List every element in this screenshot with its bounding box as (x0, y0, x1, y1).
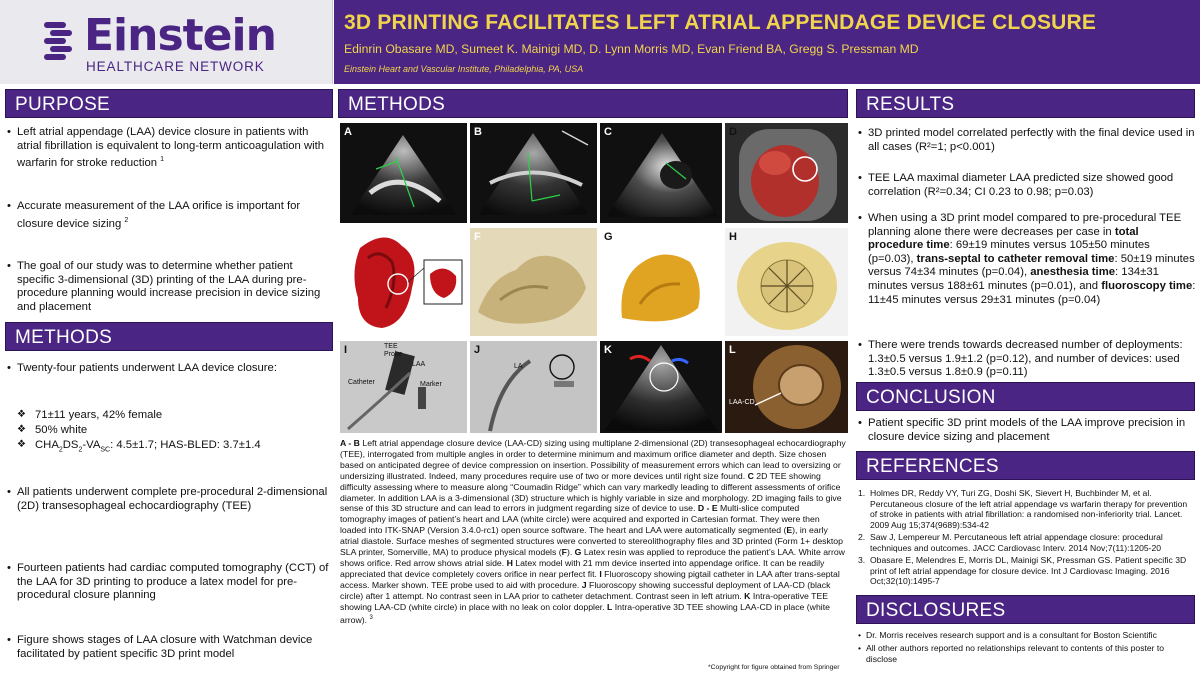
results-item-4: • There were trends towards decreased number of deployments: 1.3±0.5 versus 1.9±1.2 (p=0.12), and number of devices: used 1.3±0.5 versus 1.8±0.9 (p=0.11) (857, 339, 1197, 380)
caption-part-e: E), in early atrial diastole. Surface meshes of segmented structures were converted to stereolithography files and 3D printed (Form 1+ desktop SLA printer, Somerville, MA) to produce physical models ( (340, 525, 843, 558)
demographic-age: ❖ 71±11 years, 42% female (14, 408, 324, 422)
panel-e-label: E (344, 231, 352, 243)
panel-i-fluoro (340, 341, 467, 433)
laa-cd-annotation: LAA-CD (729, 399, 755, 406)
panel-k-image (600, 341, 722, 433)
la-annotation: LA (514, 363, 523, 370)
caption-part-i: I Fluoroscopy showing pigtail catheter in LAA after trans-septal access. Marker shown. TEE probe used to aid with procedure. (340, 568, 840, 590)
panel-c-tee (600, 123, 722, 223)
panel-e-segmentation (340, 228, 467, 336)
caption-part-j: J Fluoroscopy showing successful deployment of LAA-CD (black circle) after 1 attempt. No contrast seen in LAA prior to catheter detachment. Contrast seen in left atrium. (340, 579, 831, 601)
panel-i-label: I (344, 344, 348, 356)
conclusion-heading: CONCLUSION (856, 382, 1195, 411)
demographic-race: ❖ 50% white (14, 423, 324, 437)
poster-title: 3D PRINTING FACILITATES LEFT ATRIAL APPENDAGE DEVICE CLOSURE (344, 11, 1097, 34)
caption-part-l: L Intra-operative 3D TEE showing LAA-CD in place (white arrow). (340, 601, 830, 625)
panel-f-3d-print (470, 228, 597, 336)
disclosures-heading: DISCLOSURES (856, 595, 1195, 624)
catheter-annotation: Catheter (348, 379, 375, 386)
methods-intro: • Twenty-four patients underwent LAA device closure: (6, 362, 332, 376)
reference-1: 1. Holmes DR, Reddy VY, Turi ZG, Doshi SK, Sievert H, Buchbinder M, et al. Percutaneous closure of the left atrial appendage vs warfarin therapy for prevention of stroke in patients with atrial fibrillation: a randomised non-inferiority trial. Lancet. 2009 Aug 15;374(9689):534-42 (858, 488, 1188, 530)
panel-d-label: D (729, 126, 737, 138)
panel-a-image (340, 123, 467, 223)
caption-part-ab: A - B Left atrial appendage closure device (LAA-CD) sizing using multiplane 2-dimensional (2D) transesophageal echocardiography (TEE), interrogated from multiple angles in order to determine minimum and maximum orifice diameter and depth. Size chosen based on anticipated degree of device compression on insertion. Possibility of measurement errors which can lead to oversizing or undersizing illustrated. Indeed, many procedures require use of two or more devices until right size found. (340, 438, 846, 481)
copyright-note: *Copyright for figure obtained from Springer (708, 664, 840, 671)
caption-part-h: H Latex model with 21 mm device inserted into appendage orifice. It can be readily appreciated that device completely covers orifice in near perfect fit. (340, 557, 825, 579)
logo-name: Einstein (84, 10, 276, 61)
caption-part-de: D - E Multi-slice computed tomography images of patient’s heart and LAA (white circle) were acquired and exported in Cartesian format. They were then loaded into ITK-SNAP (Version 3.4.0-rc1) open source software. The heart and LAA were automatically segmented ( (340, 503, 820, 536)
logo-subtitle: HEALTHCARE NETWORK (86, 59, 265, 74)
results-heading: RESULTS (856, 89, 1195, 118)
logo-area (0, 0, 333, 84)
reference-2: 2. Saw J, Lempereur M. Percutaneous left atrial appendage closure: procedural techniques and outcomes. JACC Cardiovasc Interv. 2014 Nov;7(11):1205-20 (858, 532, 1163, 553)
laa-annotation: LAA (412, 361, 426, 368)
methods-left-heading: METHODS (5, 322, 333, 351)
panel-a-tee (340, 123, 467, 223)
conclusion-text: • Patient specific 3D print models of the LAA improve precision in closure device sizing and placement (857, 417, 1197, 444)
results-item-2: • TEE LAA maximal diameter LAA predicted size showed good correlation (R²=0.34; CI 0.23 to 0.98; p=0.03) (857, 172, 1197, 199)
figure-caption: A - B Left atrial appendage closure device (LAA-CD) sizing using multiplane 2-dimensional (2D) transesophageal echocardiography (TEE), interrogated from multiple angles in order to determine minimum and maximum orifice diameter and depth. Size chosen based on anticipated degree of device compression on insertion. Possibility of measurement errors which can lead to oversizing or undersizing illustrated. Indeed, many procedures require use of two or more devices until right size found. C 2D TEE showing difficulty assessing where to measure along “Coumadin Ridge” which can vary markedly leading to different assessments of orifice diameter. In addition LAA is a 3-dimensional (3D) structure which is highly variable in size and morphology. 2D imaging fails to give sense of this 3D structure and can lead to errors in judgment regarding size of device to use. D - E Multi-slice computed tomography images of patient’s heart and LAA (white circle) were acquired and exported in Cartesian format. They were then loaded into ITK-SNAP (Version 3.4.0-rc1) open source software. The heart and LAA were automatically segmented (E), in early atrial diastole. Surface meshes of segmented structures were converted to stereolithography files and 3D printed (Form 1+ desktop SLA printer, Somerville, MA) to produce physical models (F). G Latex resin was applied to reproduce the patient’s LAA. White arrow shows orifice. Red arrow shows atrial side. H Latex model with 21 mm device inserted into appendage orifice. It can be readily appreciated that device completely covers orifice in near perfect fit. I Fluoroscopy showing pigtail catheter in LAA after trans-septal access. Marker shown. TEE probe used to aid with procedure. J Fluoroscopy showing successful deployment of LAA-CD (black circle) after 1 attempt. No contrast seen in LAA prior to catheter detachment. Contrast seen in left atrium. K Intra-operative TEE showing LAA-CD (white circle) in place with no leak on color doppler. L Intra-operative 3D TEE showing LAA-CD in place (white arrow). $^3$ (340, 438, 846, 625)
panel-f-image (470, 228, 597, 336)
panel-h-device-model (725, 228, 848, 336)
panel-b-image (470, 123, 597, 223)
panel-k-doppler (600, 341, 722, 433)
panel-b-tee (470, 123, 597, 223)
panel-c-label: C (604, 126, 612, 138)
panel-j-label: J (474, 344, 481, 356)
panel-j-fluoro (470, 341, 597, 433)
panel-f-label: F (474, 231, 481, 243)
caption-part-c: C 2D TEE showing difficulty assessing where to measure along “Coumadin Ridge” which can vary markedly leading to different assessments of orifice diameter. In addition LAA is a 3-dimensional (3D) structure which is highly variable in size and morphology. 2D imaging fails to give sense of this 3D structure and can lead to errors in judgment regarding size of device to use. (340, 470, 842, 514)
results-item-3: • When using a 3D print model compared to pre-procedural TEE planning alone there were decreases per case in total procedure time: 69±19 minutes versus 105±50 minutes (p=0.03), trans-septal to catheter removal time: 50±19 minutes versus 74±34 minutes (p=0.04), anesthesia time: 134±31 minutes versus 188±61 minutes (p=0.01), and fluoroscopy time: 11±45 minutes versus 29±31 minutes (p=0.04) (857, 212, 1197, 307)
disclosure-1: • Dr. Morris receives research support and is a consultant for Boston Scientific (858, 630, 1194, 641)
panel-k-label: K (604, 344, 612, 356)
panel-d-image (725, 123, 848, 223)
references-heading: REFERENCES (856, 451, 1195, 480)
purpose-item-2: • Accurate measurement of the LAA orifice is important for closure device sizing $^2$ (6, 200, 332, 231)
panel-c-image (600, 123, 722, 223)
caption-part-g: G Latex resin was applied to reproduce the patient’s LAA. White arrow shows orifice. Red arrow shows atrial side. (340, 547, 845, 568)
tee-probe-annotation: TEE Probe (384, 343, 403, 358)
poster-institution: Einstein Heart and Vascular Institute, Philadelphia, PA, USA (344, 64, 584, 74)
methods-center-heading: METHODS (338, 89, 848, 118)
panel-g-image (600, 228, 722, 336)
panel-h-image (725, 228, 848, 336)
results-item-1: • 3D printed model correlated perfectly with the final device used in all cases (R²=1; p<0.001) (857, 127, 1197, 154)
methods-item-tee: • All patients underwent complete pre-procedural 2-dimensional (2D) transesophageal echocardiography (TEE) (6, 486, 332, 513)
panel-e-image (340, 228, 467, 336)
purpose-heading: PURPOSE (5, 89, 333, 118)
panel-h-label: H (729, 231, 737, 243)
panel-l-label: L (729, 344, 736, 356)
panel-l-image (725, 341, 848, 433)
purpose-item-3: • The goal of our study was to determine whether patient specific 3-dimensional (3D) printing of the LAA during pre-procedure planning would increase precision in device sizing and placement (6, 260, 332, 314)
marker-annotation: Marker (420, 381, 442, 388)
caption-part-k: K Intra-operative TEE showing LAA-CD (white circle) in place with no leak on color doppler. (340, 590, 829, 612)
panel-l-3d-tee (725, 341, 848, 433)
panel-j-image (470, 341, 597, 433)
poster-authors: Edinrin Obasare MD, Sumeet K. Mainigi MD, D. Lynn Morris MD, Evan Friend BA, Gregg S. Pressman MD (344, 42, 919, 56)
panel-b-label: B (474, 126, 482, 138)
references-list (858, 488, 1193, 589)
panel-a-label: A (344, 126, 352, 138)
panel-d-ct (725, 123, 848, 223)
demographic-score: ❖ $CHA_2DS_2-VA_{SC}$: 4.5±1.7; HAS-BLED: 3.7±1.4 (14, 438, 330, 457)
panel-g-label: G (604, 231, 613, 243)
reference-3: 3. Obasare E, Melendres E, Morris DL, Mainigi SK, Pressman GS. Patient specific 3D print of left atrial appendage for closure device. Int J Cardiovasc Imaging. 2016 Oct;32(10):1495-7 (858, 555, 1187, 586)
einstein-logo-icon (40, 22, 76, 62)
disclosure-2: • All other authors reported no relationships relevant to contents of this poster to disclose (858, 643, 1194, 664)
caption-part-f: F). (561, 547, 575, 558)
panel-g-latex-model (600, 228, 722, 336)
poster-header (334, 0, 1200, 84)
methods-item-cct: • Fourteen patients had cardiac computed tomography (CCT) of the LAA for 3D printing to produce a latex model for pre-procedural closure planning (6, 562, 332, 603)
purpose-item-1: • Left atrial appendage (LAA) device closure in patients with atrial fibrillation is equivalent to long-term anticoagulation with warfarin for stroke reduction $^1$ (6, 126, 332, 171)
methods-item-figure: • Figure shows stages of LAA closure with Watchman device facilitated by patient specific 3D print model (6, 634, 336, 661)
